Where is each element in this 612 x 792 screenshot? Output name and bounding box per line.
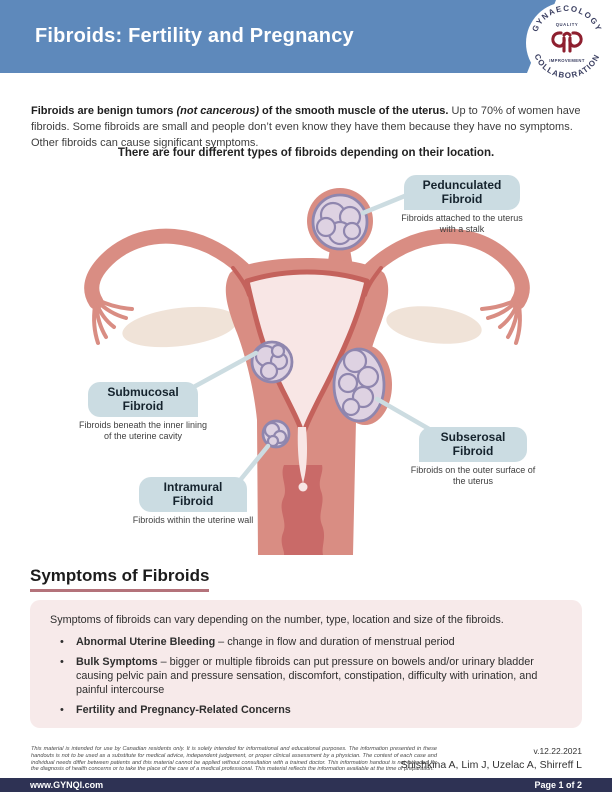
desc-submucosal-fibroid: Fibroids beneath the inner lining of the uterine cavity bbox=[78, 420, 208, 441]
logo-arc-top-text: GYNAECOLOGY bbox=[530, 3, 604, 34]
page-number: Page 1 of 2 bbox=[534, 780, 582, 790]
label-intramural-fibroid: Intramural Fibroid bbox=[139, 477, 247, 512]
intro-lead-italic: (not cancerous) bbox=[176, 105, 259, 117]
logo-arc-bottom-text: COLLABORATION bbox=[532, 52, 602, 81]
legal-disclaimer: This material is intended for use by Canadian residents only. It is solely intended for informational and educational purposes. The information presented in these handouts is not to be used as a substitute for medical advice, independent judgement, or proper clinical assessment by a physician. The context of each case and individual needs differ between patients and this material cannot be applied without consultation with a trained doctor. This information handout is not intended for the diagnosis of health concerns or to take the place of the care of a medical professional. This material reflects the information available at the time of preparation. bbox=[31, 746, 437, 773]
bottom-bar bbox=[0, 778, 612, 792]
logo-quality-text: QUALITY bbox=[555, 22, 579, 27]
intro-lead-bold-2: of the smooth muscle of the uterus. bbox=[258, 105, 449, 117]
list-item bbox=[50, 703, 562, 717]
symptoms-list bbox=[50, 635, 562, 717]
intro-lead-bold: Fibroids are benign tumors bbox=[31, 105, 177, 117]
canal-tip bbox=[299, 483, 308, 492]
bullet-rest-text: – bigger or multiple fibroids can put pressure on bowels and/or urinary bladder causing pelvic pain and pressure sensation, discomfort, constipation, difficulty with urination, and painful intercourse bbox=[76, 656, 538, 696]
fibroid-diagram bbox=[0, 165, 612, 560]
list-item bbox=[50, 655, 562, 697]
symptoms-heading: Symptoms of Fibroids bbox=[30, 566, 209, 592]
desc-subserosal-fibroid: Fibroids on the outer surface of the uterus bbox=[410, 465, 536, 486]
desc-intramural-fibroid: Fibroids within the uterine wall bbox=[132, 515, 254, 525]
bullet-bold-text: Bulk Symptoms bbox=[76, 656, 158, 668]
label-pedunculated-fibroid: Pedunculated Fibroid bbox=[404, 175, 520, 210]
bullet-bold-text: Abnormal Uterine Bleeding bbox=[76, 636, 216, 648]
intro-paragraph bbox=[31, 103, 583, 151]
submucosal-fibroid-cluster bbox=[252, 342, 292, 382]
logo-improvement-text: IMPROVEMENT bbox=[549, 58, 585, 63]
website-link[interactable]: www.GYNQI.com bbox=[30, 780, 104, 790]
version-text: v.12.22.2021 bbox=[533, 746, 582, 756]
footer-meta bbox=[401, 746, 582, 771]
bullet-bold-text: Fertility and Pregnancy-Related Concerns bbox=[76, 704, 291, 716]
symptoms-panel bbox=[30, 600, 582, 728]
diagram-caption: There are four different types of fibroids depending on their location. bbox=[117, 147, 495, 159]
desc-pedunculated-fibroid: Fibroids attached to the uterus with a stalk bbox=[401, 213, 523, 234]
label-submucosal-fibroid: Submucosal Fibroid bbox=[88, 382, 198, 417]
bullet-rest-text: – change in flow and duration of menstrual period bbox=[215, 636, 455, 648]
subserosal-fibroid-cluster bbox=[334, 349, 384, 421]
intramural-fibroid-cluster bbox=[263, 421, 289, 447]
label-subserosal-fibroid: Subserosal Fibroid bbox=[419, 427, 527, 462]
intro-body: Up to 70% of women have fibroids. Some fibroids are small and people don’t even know they have them because they have no symptoms. Other fibroids can cause significant symptoms. bbox=[31, 105, 581, 149]
authors-text: Shishkina A, Lim J, Uzelac A, Shirreff L bbox=[400, 759, 582, 771]
symptoms-intro: Symptoms of fibroids can vary depending on the number, type, location and size of the fibroids. bbox=[50, 614, 504, 626]
pedunculated-fibroid-cluster bbox=[313, 195, 367, 249]
page-title: Fibroids: Fertility and Pregnancy bbox=[35, 25, 354, 47]
list-item bbox=[50, 635, 562, 649]
gynqi-logo bbox=[525, 1, 609, 85]
